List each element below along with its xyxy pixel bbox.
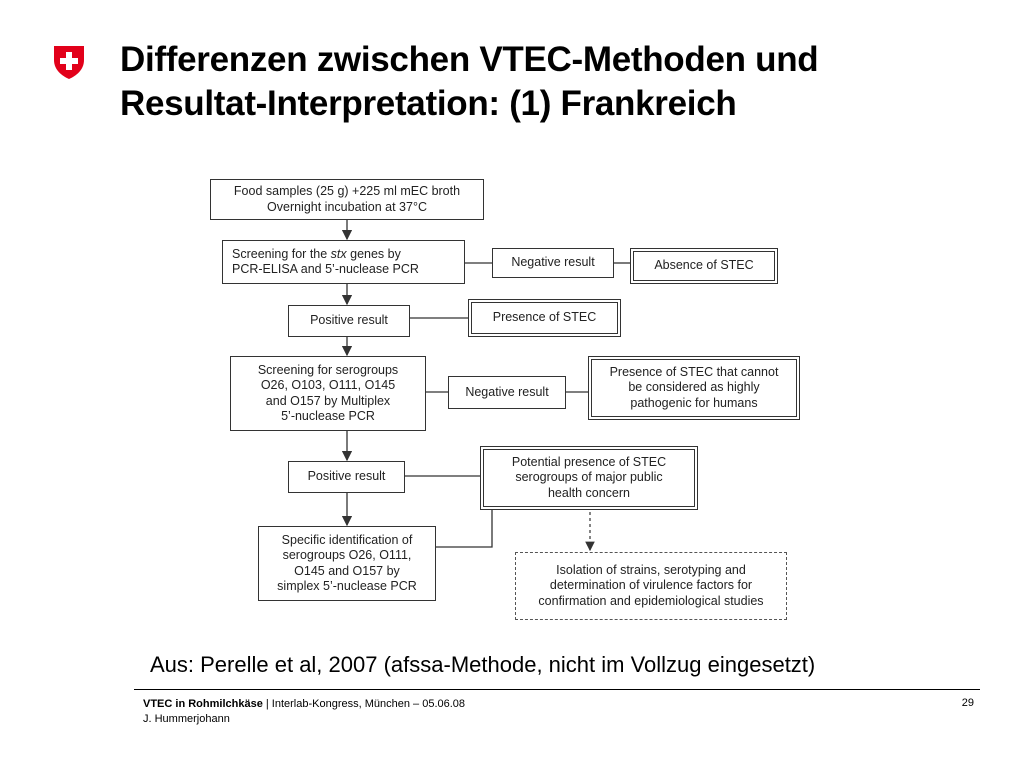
box-absence-of-stec: Absence of STEC — [630, 248, 778, 284]
slide-title — [120, 38, 1000, 126]
box-potential-presence: Potential presence of STEC serogroups of major public health concern — [480, 446, 698, 510]
box-negative-result-1: Negative result — [492, 248, 614, 278]
footer-details: Interlab-Kongress, München – 05.06.08 — [271, 698, 466, 710]
box-stec-not-highly-pathogenic: Presence of STEC that cannot be considered as highly pathogenic for humans — [588, 356, 800, 420]
box-negative-result-2: Negative result — [448, 376, 566, 409]
box-food-line-1: Food samples (25 g) +225 ml mEC broth — [233, 184, 461, 198]
title-line-2: Resultat-Interpretation: (1) Frankreich — [120, 84, 737, 123]
footer-separator: | — [262, 698, 272, 710]
page-number: 29 — [961, 697, 974, 709]
box-screening-stx — [222, 240, 465, 284]
source-caption: Aus: Perelle et al, 2007 (afssa-Methode, nicht im Vollzug eingesetzt) — [150, 652, 816, 677]
box-positive-result-1: Positive result — [288, 305, 410, 337]
box-screening-serogroups: Screening for serogroups O26, O103, O111, O145 and O157 by Multiplex 5’-nuclease PCR — [230, 356, 426, 431]
box-food-samples — [210, 179, 484, 220]
box-isolation-of-strains: Isolation of strains, serotyping and determination of virulence factors for confirmation and epidemiological studies — [515, 552, 787, 620]
box-positive-result-2: Positive result — [288, 461, 405, 493]
box-presence-of-stec: Presence of STEC — [468, 299, 621, 337]
line-specific-to-potential — [436, 510, 492, 547]
box-food-line-2: Overnight incubation at 37°C — [267, 199, 427, 214]
title-line-1: Differenzen zwischen VTEC-Methoden und — [120, 40, 819, 79]
swiss-cross-shield-icon — [52, 44, 86, 80]
box-screening-stx-line-2: PCR-ELISA and 5’-nuclease PCR — [232, 262, 419, 276]
footer-author: J. Hummerjohann — [143, 713, 230, 725]
box-screening-stx-line-1: Screening for the stx genes by — [232, 246, 401, 261]
box-specific-identification: Specific identification of serogroups O26, O111, O145 and O157 by simplex 5’-nuclease PCR — [258, 526, 436, 601]
footer-line-1 — [143, 697, 465, 712]
footer-divider — [134, 689, 980, 690]
footer-event: VTEC in Rohmilchkäse — [143, 698, 263, 710]
footer — [143, 697, 465, 727]
